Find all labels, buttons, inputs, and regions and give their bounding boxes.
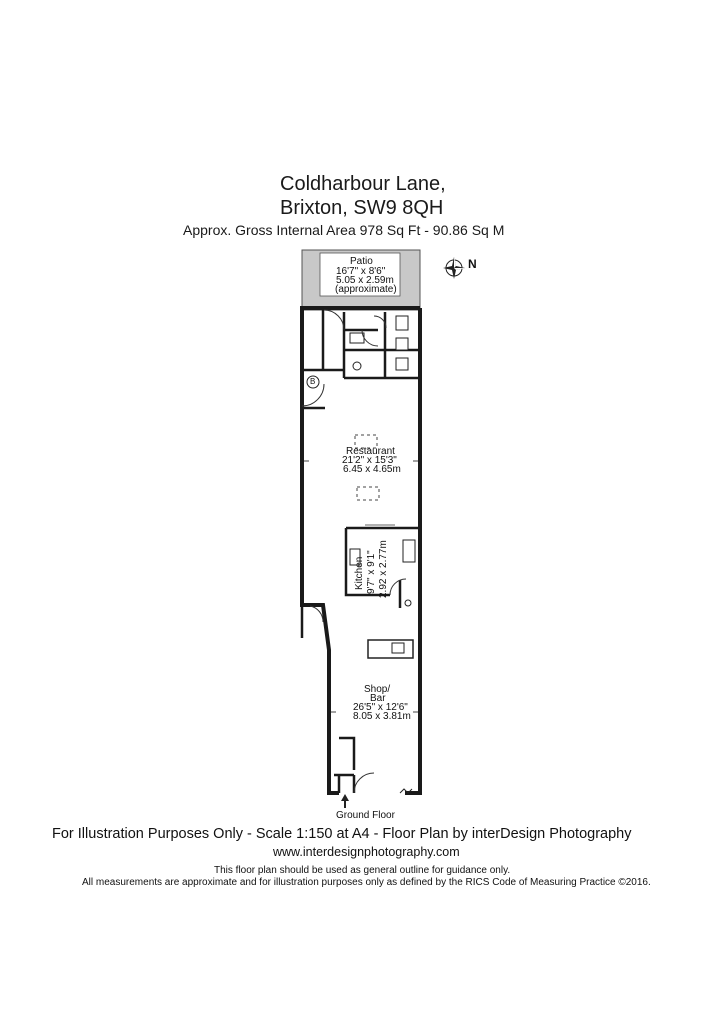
patio-name: Patio — [350, 256, 373, 267]
kitchen-name: Kitchen — [354, 556, 365, 590]
patio-imperial: 16'7" x 8'6" — [336, 266, 386, 277]
patio-note: (approximate) — [335, 284, 397, 295]
footer-illustration-note: For Illustration Purposes Only - Scale 1:150 at A4 - Floor Plan by interDesign Photography — [52, 826, 632, 842]
restaurant-imperial: 21'2" x 15'3" — [342, 455, 397, 466]
restaurant-name: Restaurant — [346, 446, 395, 457]
restaurant-metric: 6.45 x 4.65m — [343, 464, 401, 475]
shop-name-line1: Shop/ — [364, 684, 391, 695]
floor-label: Ground Floor — [336, 810, 395, 821]
footer-guidance-note: This floor plan should be used as general outline for guidance only. — [214, 865, 511, 876]
boiler-label: B — [310, 377, 316, 386]
address-line-2: Brixton, SW9 8QH — [280, 197, 444, 219]
footer-rics-note: All measurements are approximate and for illustration purposes only as defined by the RICS Code of Measuring Practice ©2016. — [82, 877, 651, 888]
address-line-1: Coldharbour Lane, — [280, 173, 446, 195]
entrance-arrow — [341, 794, 349, 808]
shop-imperial: 26'5" x 12'6" — [353, 702, 408, 713]
wc-fixtures — [350, 316, 408, 370]
bar-counter — [368, 640, 413, 658]
patio-metric: 5.05 x 2.59m — [336, 275, 394, 286]
kitchen-metric: 2.92 x 2.77m — [378, 540, 389, 598]
gross-internal-area: Approx. Gross Internal Area 978 Sq Ft - 90.86 Sq M — [183, 222, 505, 238]
shop-name-line2: Bar — [370, 693, 386, 704]
shop-metric: 8.05 x 3.81m — [353, 711, 411, 722]
kitchen-imperial: 9'7" x 9'1" — [366, 550, 377, 594]
footer-website: www.interdesignphotography.com — [273, 845, 460, 859]
compass-north-label: N — [468, 257, 477, 271]
